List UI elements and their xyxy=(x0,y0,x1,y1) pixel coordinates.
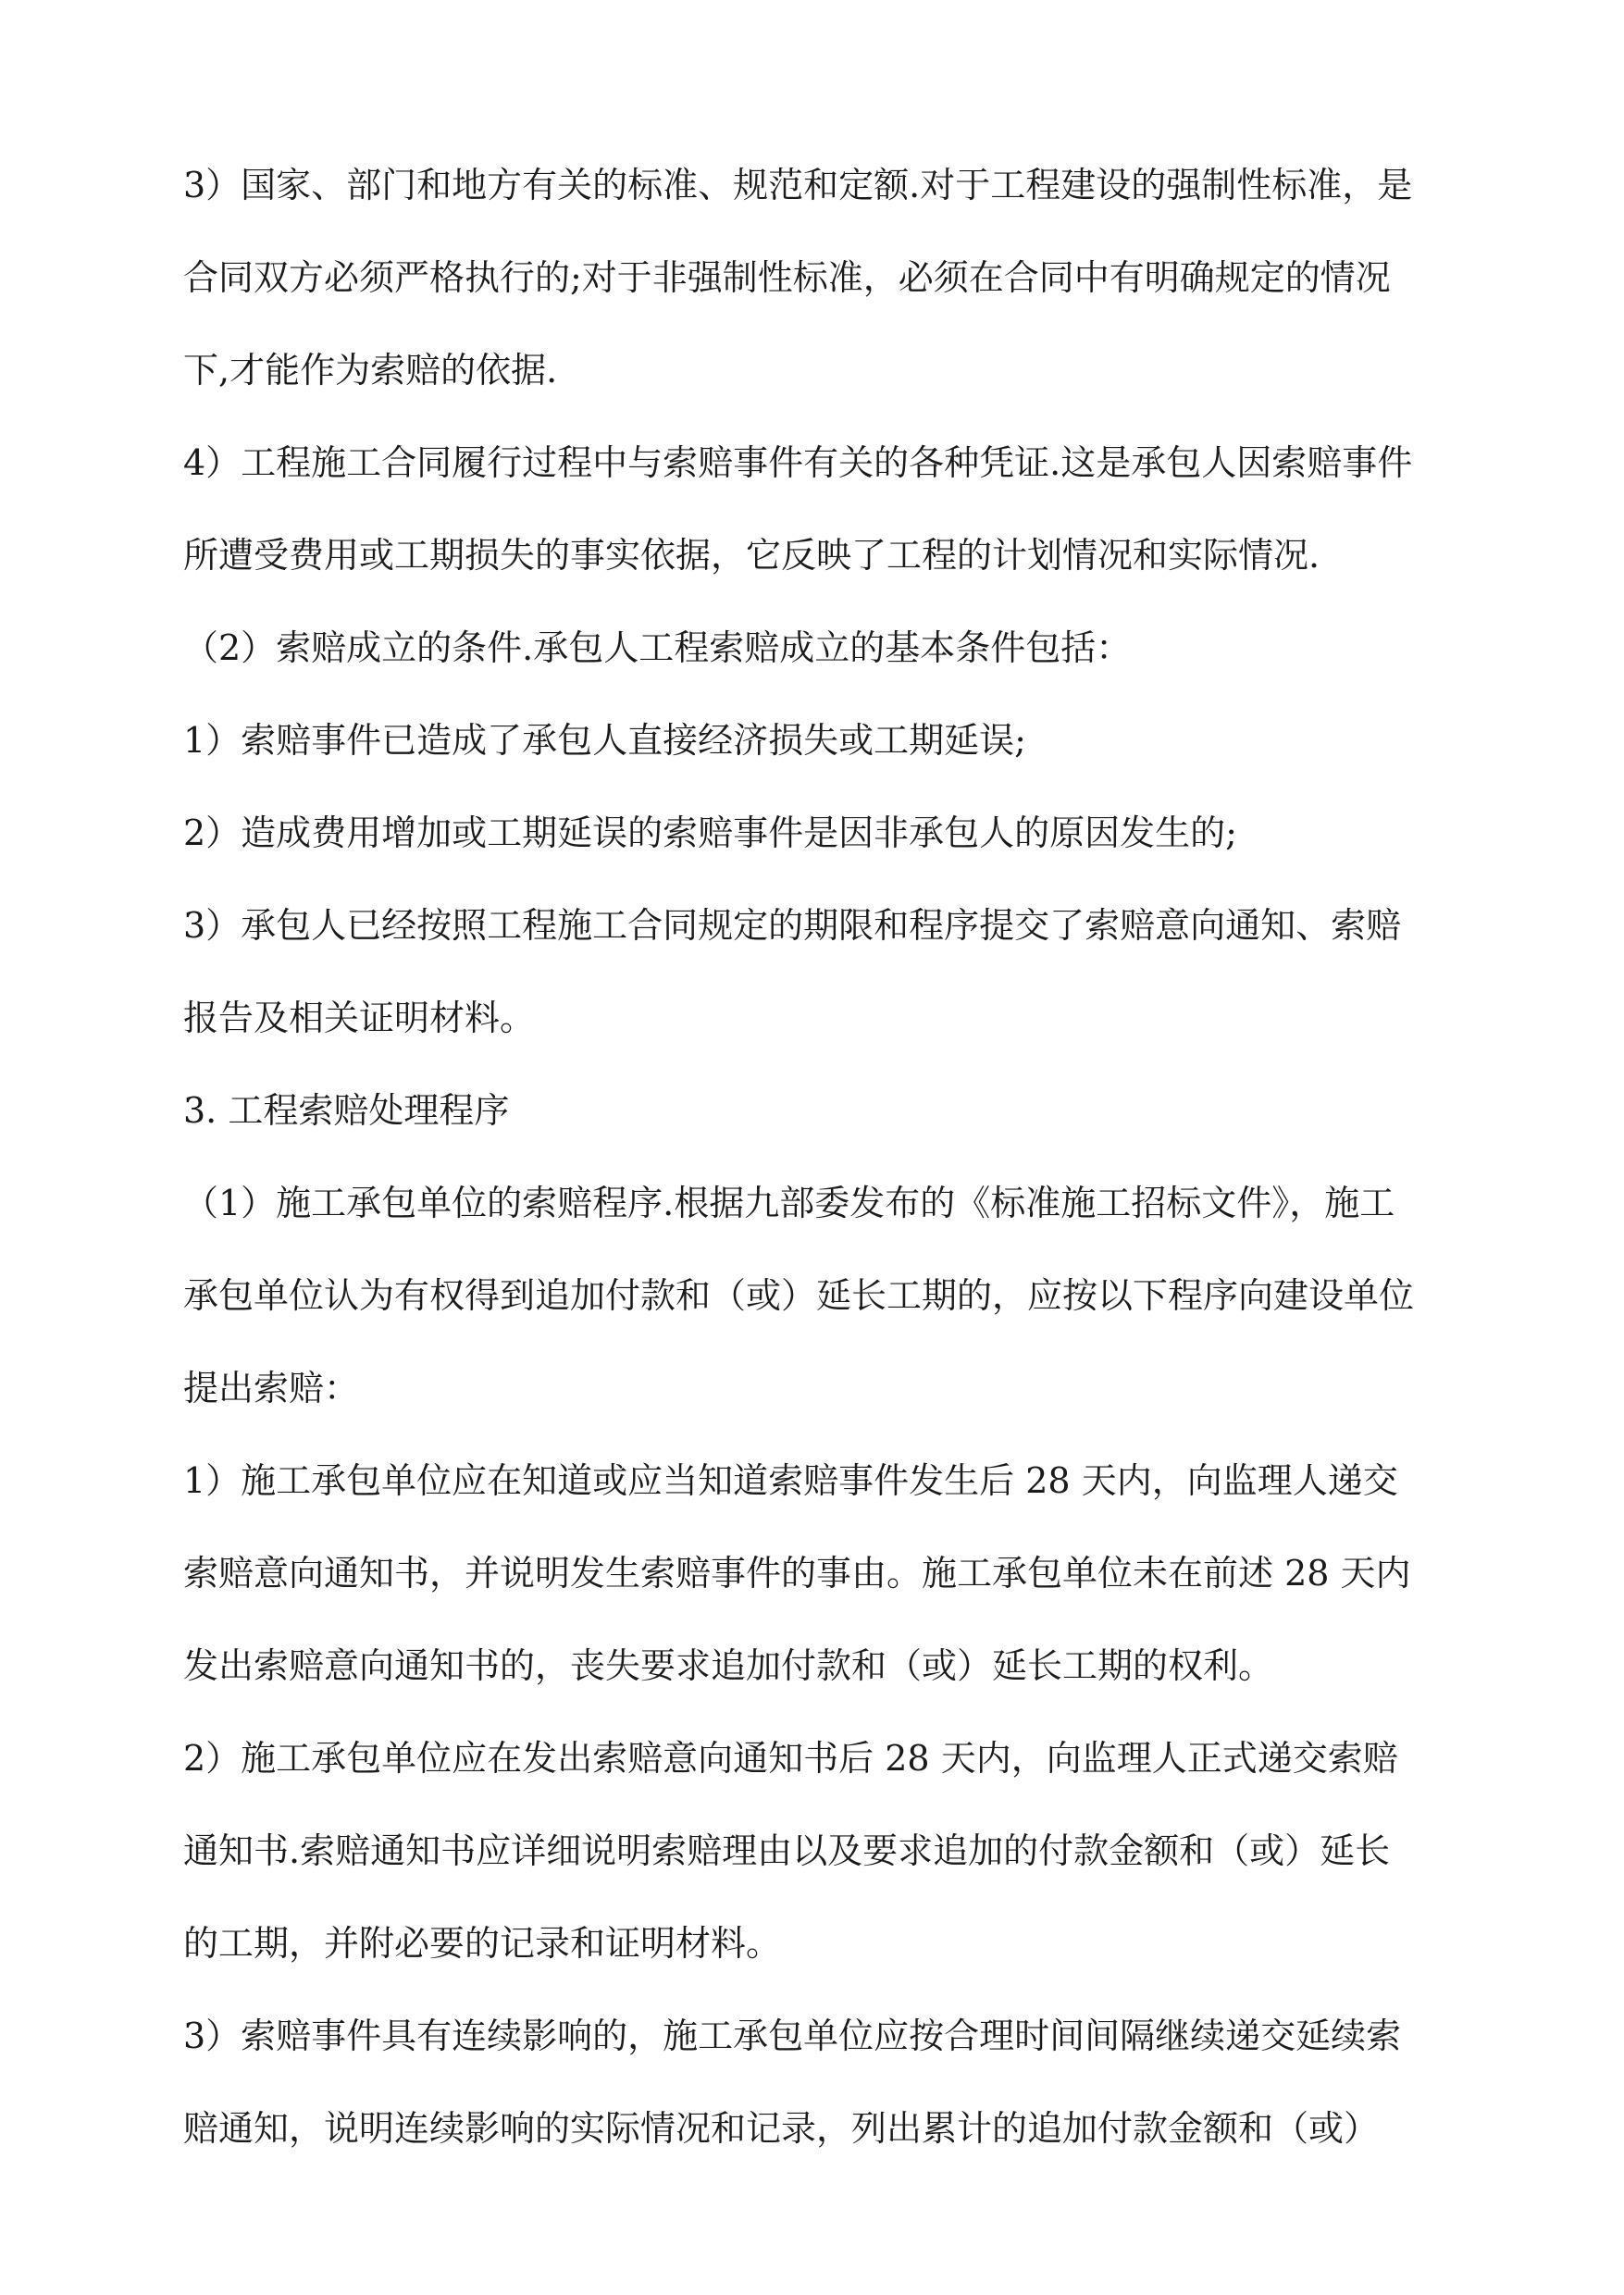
text-line: 的工期，并附必要的记录和证明材料。 xyxy=(183,1923,782,1964)
text-line: （1）施工承包单位的索赔程序.根据九部委发布的《标准施工招标文件》，施工 xyxy=(183,1183,1395,1223)
text-line: 2）造成费用增加或工期延误的索赔事件是因非承包人的原因发生的; xyxy=(183,813,1237,853)
text-line: 通知书.索赔通知书应详细说明索赔理由以及要求追加的付款金额和（或）延长 xyxy=(183,1830,1391,1871)
section-heading: 3. 工程索赔处理程序 xyxy=(183,1090,510,1131)
text-line: 合同双方必须严格执行的;对于非强制性标准，必须在合同中有明确规定的情况 xyxy=(183,257,1391,298)
text-line: 赔通知，说明连续影响的实际情况和记录，列出累计的追加付款金额和（或） xyxy=(183,2108,1380,2149)
text-line: 所遭受费用或工期损失的事实依据，它反映了工程的计划情况和实际情况. xyxy=(183,535,1320,576)
text-line: 1）施工承包单位应在知道或应当知道索赔事件发生后 28 天内，向监理人递交 xyxy=(183,1460,1398,1501)
text-line: 发出索赔意向通知书的，丧失要求追加付款和（或）延长工期的权利。 xyxy=(183,1645,1274,1686)
text-line: 3）索赔事件具有连续影响的，施工承包单位应按合理时间间隔继续递交延续索 xyxy=(183,2016,1402,2056)
text-line: 索赔意向通知书，并说明发生索赔事件的事由。施工承包单位未在前述 28 天内 xyxy=(183,1553,1411,1594)
text-line: 4）工程施工合同履行过程中与索赔事件有关的各种凭证.这是承包人因索赔事件 xyxy=(183,442,1413,483)
text-line: 3）承包人已经按照工程施工合同规定的期限和程序提交了索赔意向通知、索赔 xyxy=(183,905,1402,946)
text-line: 2）施工承包单位应在发出索赔意向通知书后 28 天内，向监理人正式递交索赔 xyxy=(183,1738,1398,1779)
text-line: 提出索赔： xyxy=(183,1368,360,1408)
text-line: 承包单位认为有权得到追加付款和（或）延长工期的，应按以下程序向建设单位 xyxy=(183,1275,1415,1316)
text-line: 1）索赔事件已造成了承包人直接经济损失或工期延误; xyxy=(183,720,1026,761)
text-line: 报告及相关证明材料。 xyxy=(183,998,536,1038)
text-line: 下,才能作为索赔的依据. xyxy=(183,350,558,391)
text-line: 3）国家、部门和地方有关的标准、规范和定额.对于工程建设的强制性标准，是 xyxy=(183,165,1413,205)
section-heading: （2）索赔成立的条件.承包人工程索赔成立的基本条件包括： xyxy=(183,627,1132,668)
